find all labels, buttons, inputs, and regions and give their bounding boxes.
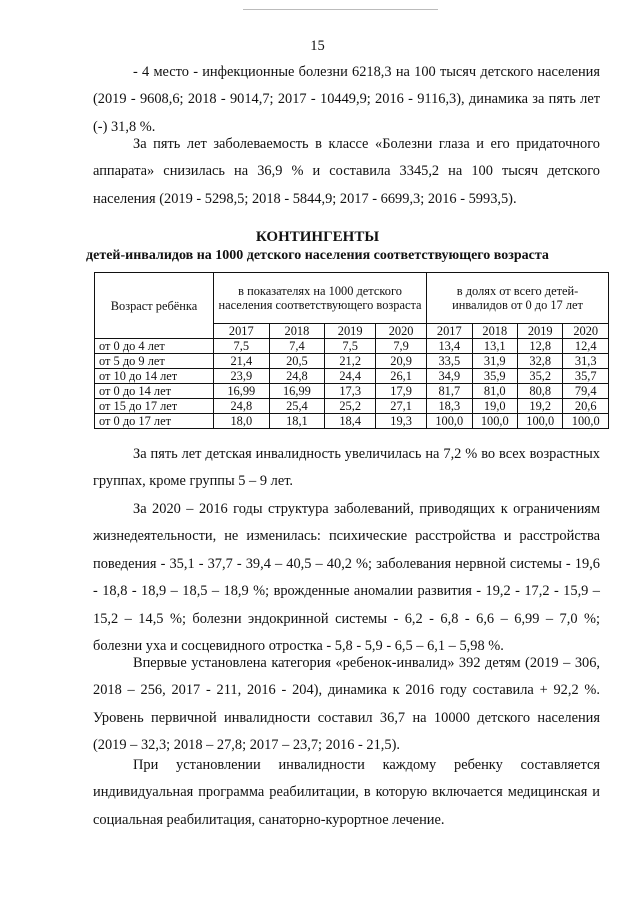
row-label: от 0 до 14 лет (95, 384, 214, 399)
header-year: 2017 (427, 324, 472, 339)
table-cell: 18,0 (214, 414, 270, 429)
table-cell: 7,4 (269, 339, 325, 354)
table-cell: 81,7 (427, 384, 472, 399)
row-label: от 0 до 17 лет (95, 414, 214, 429)
header-year: 2019 (325, 324, 376, 339)
table-cell: 27,1 (376, 399, 427, 414)
table-cell: 24,8 (269, 369, 325, 384)
header-year: 2018 (269, 324, 325, 339)
paragraph-infectious-diseases: - 4 место - инфекционные болезни 6218,3 на 100 тысяч детского населения (2019 - 9608,6; 2018 - 9014,7; 2017 - 10449,9; 2016 - 9116,3), динамика за пять лет (-) 31,8 %. (93, 64, 600, 135)
row-label: от 15 до 17 лет (95, 399, 214, 414)
table-cell: 34,9 (427, 369, 472, 384)
table-row (95, 369, 609, 384)
table-cell: 25,4 (269, 399, 325, 414)
table-cell: 7,9 (376, 339, 427, 354)
table-cell: 26,1 (376, 369, 427, 384)
header-year: 2020 (376, 324, 427, 339)
table-cell: 24,4 (325, 369, 376, 384)
table-cell: 80,8 (518, 384, 563, 399)
row-label: от 5 до 9 лет (95, 354, 214, 369)
table-cell: 24,8 (214, 399, 270, 414)
table-cell: 21,4 (214, 354, 270, 369)
table-row (95, 399, 609, 414)
table-cell: 100,0 (518, 414, 563, 429)
table-cell: 16,99 (269, 384, 325, 399)
table-cell: 31,3 (563, 354, 609, 369)
table-cell: 33,5 (427, 354, 472, 369)
paragraph-disease-structure: За 2020 – 2016 годы структура заболеваний, приводящих к ограничениям жизнедеятельности, не изменилась: психические расстройства и расстройства поведения - 35,1 - 37,7 - 39,4 – 40,5 – 40,2 %; заболевания нервной системы - 19,6 - 18,8 - 18,9 – 18,5 – 18,9 %; врожденные аномалии развития - 19,2 - 17,2 - 15,9 – 15,2 – 14,5 %; болезни эндокринной системы - 6,2 - 6,8 - 6,6 – 6,99 – 7,0 %; болезни уха и сосцевидного отростка - 5,8 - 5,9 - 6,5 – 6,1 – 5,98 %. (93, 501, 600, 655)
table-cell: 19,2 (518, 399, 563, 414)
table-cell: 21,2 (325, 354, 376, 369)
table-cell: 20,6 (563, 399, 609, 414)
paragraph-eye-diseases: За пять лет заболеваемость в классе «Болезни глаза и его придаточного аппарата» снизилась на 36,9 % и составила 3345,2 на 100 тысяч детского населения (2019 - 5298,5; 2018 - 5844,9; 2017 - 6699,3; 2016 - 5993,5). (93, 136, 600, 207)
row-label: от 0 до 4 лет (95, 339, 214, 354)
header-year: 2019 (518, 324, 563, 339)
table-cell: 18,4 (325, 414, 376, 429)
table-row (95, 384, 609, 399)
table-cell: 81,0 (472, 384, 517, 399)
header-year: 2017 (214, 324, 270, 339)
header-year: 2018 (472, 324, 517, 339)
table-cell: 25,2 (325, 399, 376, 414)
table-cell: 100,0 (472, 414, 517, 429)
table-cell: 17,3 (325, 384, 376, 399)
table-cell: 35,7 (563, 369, 609, 384)
table-row (95, 414, 609, 429)
table-cell: 32,8 (518, 354, 563, 369)
paragraph-disability-increase: За пять лет детская инвалидность увеличилась на 7,2 % во всех возрастных группах, кроме группы 5 – 9 лет. (93, 446, 600, 490)
table-cell: 35,9 (472, 369, 517, 384)
table-cell: 7,5 (214, 339, 270, 354)
table-cell: 23,9 (214, 369, 270, 384)
table-title: КОНТИНГЕНТЫ (255, 229, 380, 245)
header-group-share: в долях от всего детей-инвалидов от 0 до 17 лет (427, 273, 609, 324)
table-cell: 79,4 (563, 384, 609, 399)
table-cell: 35,2 (518, 369, 563, 384)
table-cell: 7,5 (325, 339, 376, 354)
table-row (95, 354, 609, 369)
table-cell: 100,0 (563, 414, 609, 429)
table-subtitle: детей-инвалидов на 1000 детского населения соответствующего возраста (86, 248, 549, 263)
header-age: Возраст ребёнка (95, 273, 214, 339)
table-cell: 12,8 (518, 339, 563, 354)
page-number: 15 (310, 38, 325, 54)
paragraph-new-disability: Впервые установлена категория «ребенок-инвалид» 392 детям (2019 – 306, 2018 – 256, 2017 - 211, 2016 - 204), динамика к 2016 году составила + 92,2 %. Уровень первичной инвалидности составил 36,7 на 10000 детского населения (2019 – 32,3; 2018 – 27,8; 2017 – 23,7; 2016 - 21,5). (93, 655, 600, 754)
paragraph-rehabilitation: При установлении инвалидности каждому ребенку составляется индивидуальная программа реабилитации, в которую включается медицинская и социальная реабилитация, санаторно-курортное лечение. (93, 757, 600, 828)
row-label: от 10 до 14 лет (95, 369, 214, 384)
table-cell: 16,99 (214, 384, 270, 399)
table-cell: 19,0 (472, 399, 517, 414)
table-cell: 18,1 (269, 414, 325, 429)
header-group-per-1000: в показателях на 1000 детского населения соответствующего возраста (214, 273, 427, 324)
disabled-children-table (94, 272, 609, 429)
table-cell: 13,4 (427, 339, 472, 354)
scan-top-edge-line (243, 9, 438, 10)
table-cell: 19,3 (376, 414, 427, 429)
table-cell: 20,9 (376, 354, 427, 369)
header-year: 2020 (563, 324, 609, 339)
table-cell: 13,1 (472, 339, 517, 354)
table-cell: 17,9 (376, 384, 427, 399)
table-cell: 31,9 (472, 354, 517, 369)
table-cell: 20,5 (269, 354, 325, 369)
table-cell: 12,4 (563, 339, 609, 354)
table-cell: 100,0 (427, 414, 472, 429)
table-row (95, 339, 609, 354)
table-cell: 18,3 (427, 399, 472, 414)
